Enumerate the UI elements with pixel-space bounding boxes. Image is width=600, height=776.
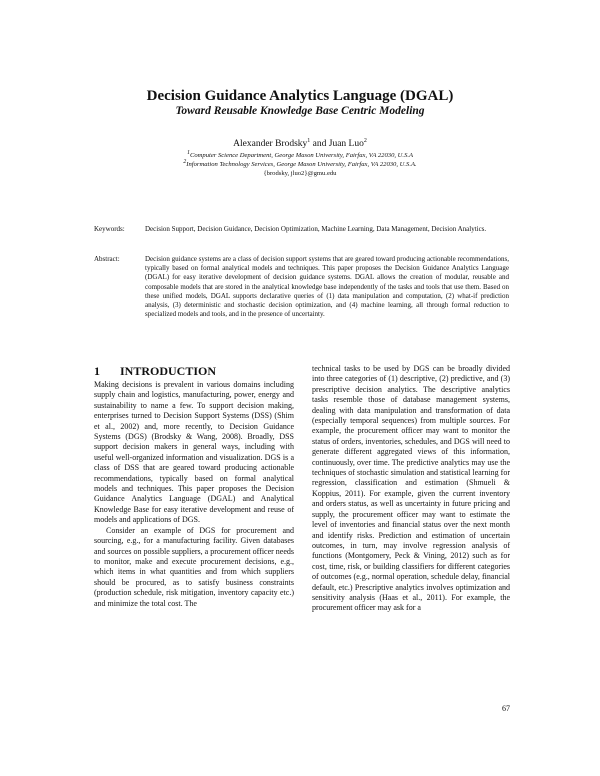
abstract-label: Abstract: [94, 255, 120, 263]
author-2-name: Juan Luo [328, 139, 364, 149]
body-paragraph: technical tasks to be used by DGS can be broadly divided into three categories of (1) descriptive, (2) predictive, and (3) prescriptive decision analytics. The descriptive analytics tasks resemble those of database management systems, dealing with data manipulation and transformation of data (especially temporal sequences) from multiple sources. For example, the procurement officer may want to monitor the status of orders, inventories, schedules, and DGS will need to generate different aggregated views of this information, continuously, over time. The predictive analytics may use the techniques of stochastic simulation and statistical learning for regression, classification and estimation (Shmueli & Koppius, 2011). For example, given the current inventory and orders status, as well as uncertainty in future pricing and supply, the procurement officer may want to estimate the level of inventories and financial status over the next month and identify risks. Prediction and estimation of uncertain outcomes, in turn, may involve regression analysis of functions (Montgomery, Peck & Vining, 2012) such as for cost, time, risk, or building classifiers for different categories of outcomes (e.g., normal operation, schedule delay, financial default, etc.) Prescriptive analytics involves optimization and sensitivity analysis (Haas et al., 2011). For example, the procurement officer may ask for a [312, 364, 510, 613]
body-paragraph: Consider an example of DGS for procurement and sourcing, e.g., for a manufacturing facility. Given databases and sources on possible suppliers, a procurement officer needs to monitor, make and execute procurement decisions, e.g., which items in what quantities and from which suppliers should be procured, as to satisfy business constraints (production schedule, risk mitigation, inventory capacity etc.) and minimize the total cost. The [94, 525, 295, 608]
author-conjunction: and [310, 139, 329, 149]
section-title: INTRODUCTION [120, 364, 217, 378]
author-1-name: Alexander Brodsky [233, 139, 308, 149]
author-1-sup: 1 [307, 137, 311, 144]
body-paragraph: Making decisions is prevalent in various domains including supply chain and logistics, manufacturing, power, energy and sustainability to name a few. To support decision making, enterprises turned to Decision Support Systems (DSS) (Shim et al., 2002) and, more recently, to Decision Guidance Systems (DGS) (Brodsky & Wang, 2008). Broadly, DSS support decision makers in general ways, including with useful well-organized information and visualization. DGS is a class of DSS that are geared toward producing actionable recommendations, typically based on formal analytical models and techniques. This paper proposes the Decision Guidance Analytics Language (DGAL) and Analytical Knowledge Base for easy iterative development and reuse of models and applications of DGS. [94, 380, 294, 525]
paper-subtitle: Toward Reusable Knowledge Base Centric Modeling [175, 105, 425, 117]
section-heading [94, 364, 294, 378]
keywords-label: Keywords: [94, 225, 125, 233]
page-number: 67 [502, 704, 510, 713]
affiliation-2 [0, 158, 600, 170]
affiliation-1 [0, 149, 600, 161]
paper-title: Decision Guidance Analytics Language (DGAL) [146, 88, 454, 104]
affiliation-1-sup: 1 [186, 149, 190, 156]
affiliation-2-text: Information Technology Services, George Mason University, Fairfax, VA 22030, U.S.A. [186, 161, 417, 168]
abstract-text: Decision guidance systems are a class of decision support systems that are geared toward producing actionable recommendations, typically based on formal analytical models and techniques. This paper proposes the Decision Guidance Analytics Language (DGAL) for easy iterative development of decision guidance systems. DGAL allows the creation of modular, reusable and composable models that are stored in the analytical knowledge base independently of the tasks and tools that use them. Based on these unified models, DGAL supports declarative queries of (1) data manipulation and computation, (2) what-if prediction analysis, (3) deterministic and stochastic decision optimization, and (4) machine learning, all through formal reduction to specialized models and tools, and in the presence of uncertainty. [145, 255, 509, 319]
author-line [0, 138, 600, 150]
right-column [312, 364, 510, 614]
author-email: {brodsky, jluo2}@gmu.edu [263, 170, 337, 177]
author-2-sup: 2 [363, 137, 367, 144]
affiliation-1-text: Computer Science Department, George Mason University, Fairfax, VA 22030, U.S.A [189, 152, 414, 159]
left-column [94, 380, 294, 609]
section-number: 1 [94, 364, 100, 378]
affiliation-2-sup: 2 [183, 158, 187, 165]
keywords-text: Decision Support, Decision Guidance, Decision Optimization, Machine Learning, Data Management, Decision Analytics. [145, 225, 487, 233]
